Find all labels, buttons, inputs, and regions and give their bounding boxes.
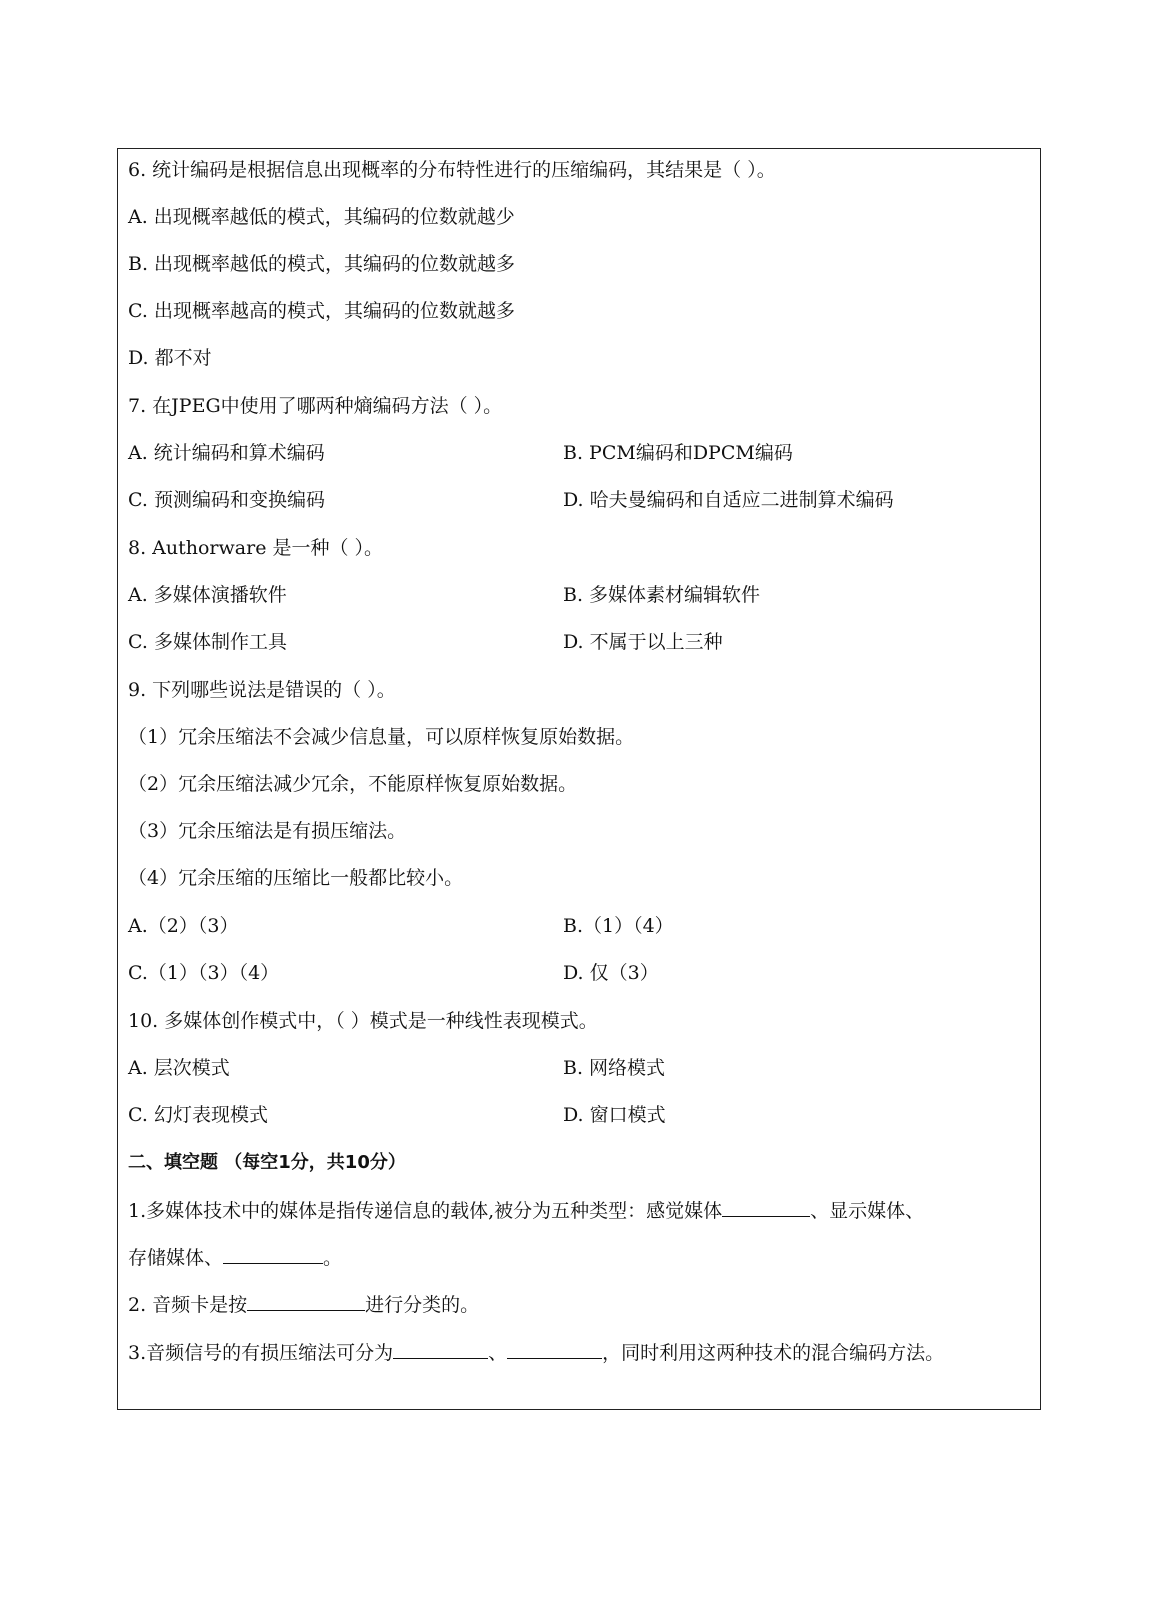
question-9-statement-3: （3）冗余压缩法是有损压缩法。 bbox=[128, 820, 407, 842]
question-10-option-c: C. 幻灯表现模式 bbox=[128, 1104, 268, 1126]
question-7-option-c: C. 预测编码和变换编码 bbox=[128, 489, 325, 511]
fill-3-text-b: 、 bbox=[488, 1342, 508, 1364]
question-8-option-d: D. 不属于以上三种 bbox=[563, 631, 723, 653]
question-10-option-d: D. 窗口模式 bbox=[563, 1104, 666, 1126]
question-7-option-b: B. PCM编码和DPCM编码 bbox=[563, 442, 793, 464]
question-8-option-a: A. 多媒体演播软件 bbox=[128, 584, 287, 606]
fill-3-blank-2[interactable] bbox=[507, 1340, 602, 1359]
fill-question-3 bbox=[128, 1340, 944, 1366]
question-6-stem: 6. 统计编码是根据信息出现概率的分布特性进行的压缩编码，其结果是（ ）。 bbox=[128, 159, 776, 181]
question-6-option-c: C. 出现概率越高的模式，其编码的位数就越多 bbox=[128, 300, 515, 322]
fill-question-2 bbox=[128, 1292, 479, 1318]
question-9-option-b: B.（1）（4） bbox=[563, 915, 674, 937]
question-9-option-a: A.（2）（3） bbox=[128, 915, 239, 937]
exam-content-box bbox=[117, 148, 1041, 1410]
fill-3-text-a: 3.音频信号的有损压缩法可分为 bbox=[128, 1342, 394, 1364]
fill-1-blank-2[interactable] bbox=[223, 1245, 323, 1264]
fill-1-text-b: 、显示媒体、 bbox=[810, 1200, 925, 1222]
question-9-statement-2: （2）冗余压缩法减少冗余，不能原样恢复原始数据。 bbox=[128, 773, 578, 795]
question-10-option-a: A. 层次模式 bbox=[128, 1057, 230, 1079]
fill-1-text-d: 。 bbox=[323, 1247, 343, 1269]
question-9-statement-4: （4）冗余压缩的压缩比一般都比较小。 bbox=[128, 867, 464, 889]
question-6-option-b: B. 出现概率越低的模式，其编码的位数就越多 bbox=[128, 253, 516, 275]
question-9-option-c: C.（1）（3）（4） bbox=[128, 962, 280, 984]
question-6-option-d: D. 都不对 bbox=[128, 347, 212, 369]
question-9-stem: 9. 下列哪些说法是错误的（ ）。 bbox=[128, 679, 396, 701]
question-9-option-d: D. 仅（3） bbox=[563, 962, 659, 984]
fill-1-blank-1[interactable] bbox=[722, 1198, 810, 1217]
fill-question-1-line-2 bbox=[128, 1245, 342, 1271]
question-10-stem: 10. 多媒体创作模式中，（ ）模式是一种线性表现模式。 bbox=[128, 1010, 598, 1032]
fill-1-text-a: 1.多媒体技术中的媒体是指传递信息的载体,被分为五种类型：感觉媒体 bbox=[128, 1200, 723, 1222]
question-6-option-a: A. 出现概率越低的模式，其编码的位数就越少 bbox=[128, 206, 515, 228]
section-2-heading: 二、填空题 （每空1分，共10分） bbox=[128, 1152, 406, 1173]
question-9-statement-1: （1）冗余压缩法不会减少信息量，可以原样恢复原始数据。 bbox=[128, 726, 635, 748]
fill-3-blank-1[interactable] bbox=[393, 1340, 488, 1359]
fill-3-text-c: ，同时利用这两种技术的混合编码方法。 bbox=[602, 1342, 945, 1364]
question-10-option-b: B. 网络模式 bbox=[563, 1057, 666, 1079]
question-8-stem: 8. Authorware 是一种（ ）。 bbox=[128, 537, 384, 559]
question-7-stem: 7. 在JPEG中使用了哪两种熵编码方法（ ）。 bbox=[128, 395, 503, 417]
question-8-option-b: B. 多媒体素材编辑软件 bbox=[563, 584, 761, 606]
fill-question-1-line-1 bbox=[128, 1198, 924, 1224]
fill-2-blank-1[interactable] bbox=[247, 1292, 365, 1311]
question-7-option-d: D. 哈夫曼编码和自适应二进制算术编码 bbox=[563, 489, 894, 511]
question-7-option-a: A. 统计编码和算术编码 bbox=[128, 442, 325, 464]
fill-2-text-b: 进行分类的。 bbox=[365, 1294, 480, 1316]
question-8-option-c: C. 多媒体制作工具 bbox=[128, 631, 287, 653]
fill-1-text-c: 存储媒体、 bbox=[128, 1247, 224, 1269]
fill-2-text-a: 2. 音频卡是按 bbox=[128, 1294, 248, 1316]
